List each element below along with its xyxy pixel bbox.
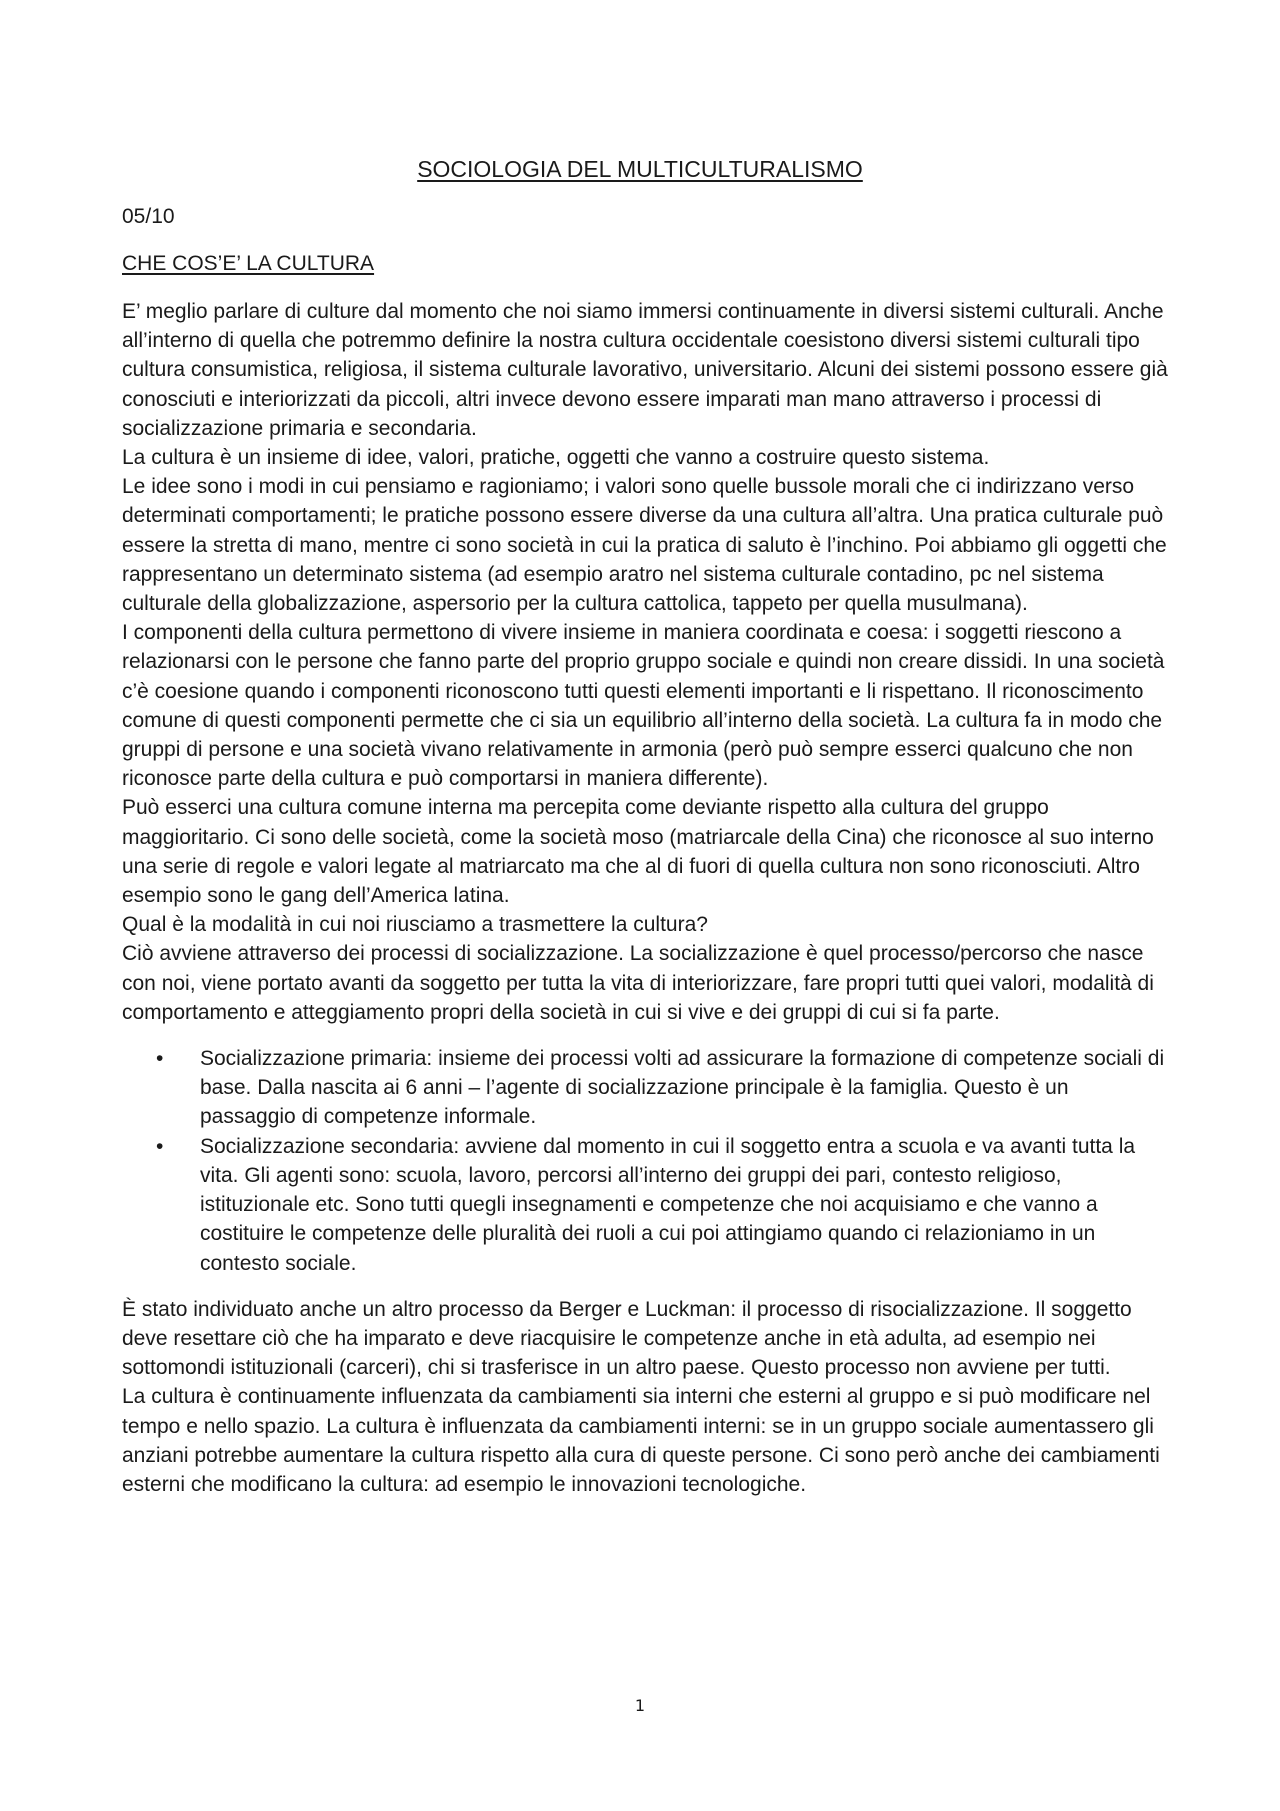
paragraph: Può esserci una cultura comune interna ma percepita come deviante rispetto alla cultura del gruppo maggioritario. Ci sono delle società, come la società moso (matriarcale della Cina) che riconosce al suo interno una serie di regole e valori legate al matriarcato ma che al di fuori di quella cultura non sono riconosciuti. Altro esempio sono le gang dell’America latina.: [122, 796, 1154, 908]
list-item: [156, 1044, 1168, 1132]
page-title: SOCIOLOGIA DEL MULTICULTURALISMO: [417, 156, 863, 182]
list-item-text: Socializzazione secondaria: avviene dal momento in cui il soggetto entra a scuola e va avanti tutta la vita. Gli agenti sono: scuola, lavoro, percorsi all’interno dei gruppi dei pari, contesto religioso, istituzionale etc. Sono tutti quegli insegnamenti e competenze che noi acquisiamo e che vanno a costituire le competenze delle pluralità dei ruoli a cui poi attingiamo quando ci relazioniamo in un contesto sociale.: [200, 1134, 1136, 1275]
section-heading: CHE COS’E’ LA CULTURA: [122, 252, 375, 275]
paragraph: Qual è la modalità in cui noi riusciamo a trasmettere la cultura?: [122, 913, 708, 937]
paragraph: Le idee sono i modi in cui pensiamo e ragioniamo; i valori sono quelle bussole morali che ci indirizzano verso determinati comportamenti; le pratiche possono essere diverse da una cultura all’altra. Una pratica culturale può essere la stretta di mano, mentre ci sono società in cui la pratica di saluto è l’inchino. Poi abbiamo gli oggetti che rappresentano un determinato sistema (ad esempio aratro nel sistema culturale contadino, pc nel sistema culturale della globalizzazione, aspersorio per la cultura cattolica, tappeto per quella musulmana).: [122, 475, 1167, 616]
bullet-icon: •: [156, 1134, 164, 1158]
socialization-list: [122, 1044, 1168, 1278]
paragraph: È stato individuato anche un altro processo da Berger e Luckman: il processo di risocializzazione. Il soggetto deve resettare ciò che ha imparato e deve riacquisire le competenze anche in età adulta, ad esempio nei sottomondi istituzionali (carceri), chi si trasferisce in un altro paese. Questo processo non avviene per tutti.: [122, 1297, 1132, 1380]
bullet-icon: •: [156, 1047, 164, 1071]
paragraph: Ciò avviene attraverso dei processi di socializzazione. La socializzazione è quel processo/percorso che nasce con noi, viene portato avanti da soggetto per tutta la vita di interiorizzare, fare propri tutti quei valori, modalità di comportamento e atteggiamento propri della società in cui si vive e dei gruppi di cui si fa parte.: [122, 942, 1154, 1024]
document-body: [122, 297, 1168, 1499]
lecture-date: 05/10: [122, 205, 175, 228]
paragraph: La cultura è continuamente influenzata da cambiamenti sia interni che esterni al gruppo e si può modificare nel tempo e nello spazio. La cultura è influenzata da cambiamenti interni: se in un gruppo sociale aumentassero gli anziani potrebbe aumentare la cultura rispetto alla cura di queste persone. Ci sono però anche dei cambiamenti esterni che modificano la cultura: ad esempio le innovazioni tecnologiche.: [122, 1385, 1160, 1496]
page-number: 1: [634, 1696, 646, 1715]
paragraph: La cultura è un insieme di idee, valori, pratiche, oggetti che vanno a costruire questo sistema.: [122, 446, 990, 470]
paragraph: E’ meglio parlare di culture dal momento che noi siamo immersi continuamente in diversi sistemi culturali. Anche all’interno di quella che potremmo definire la nostra cultura occidentale coesistono diversi sistemi culturali tipo cultura consumistica, religiosa, il sistema culturale lavorativo, universitario. Alcuni dei sistemi possono essere già conosciuti e interiorizzati da piccoli, altri invece devono essere imparati man mano attraverso i processi di socializzazione primaria e secondaria.: [122, 300, 1168, 440]
paragraph: I componenti della cultura permettono di vivere insieme in maniera coordinata e coesa: i soggetti riescono a relazionarsi con le persone che fanno parte del proprio gruppo sociale e quindi non creare dissidi. In una società c’è coesione quando i componenti riconoscono tutti questi elementi importanti e li rispettano. Il riconoscimento comune di questi componenti permette che ci sia un equilibrio all’interno della società. La cultura fa in modo che gruppi di persone e una società vivano relativamente in armonia (però può sempre esserci qualcuno che non riconosce parte della cultura e può comportarsi in maniera differente).: [122, 621, 1165, 791]
list-item-text: Socializzazione primaria: insieme dei processi volti ad assicurare la formazione di competenze sociali di base. Dalla nascita ai 6 anni – l’agente di socializzazione principale è la famiglia. Questo è un passaggio di competenze informale.: [200, 1047, 1165, 1129]
list-item: [156, 1132, 1168, 1278]
